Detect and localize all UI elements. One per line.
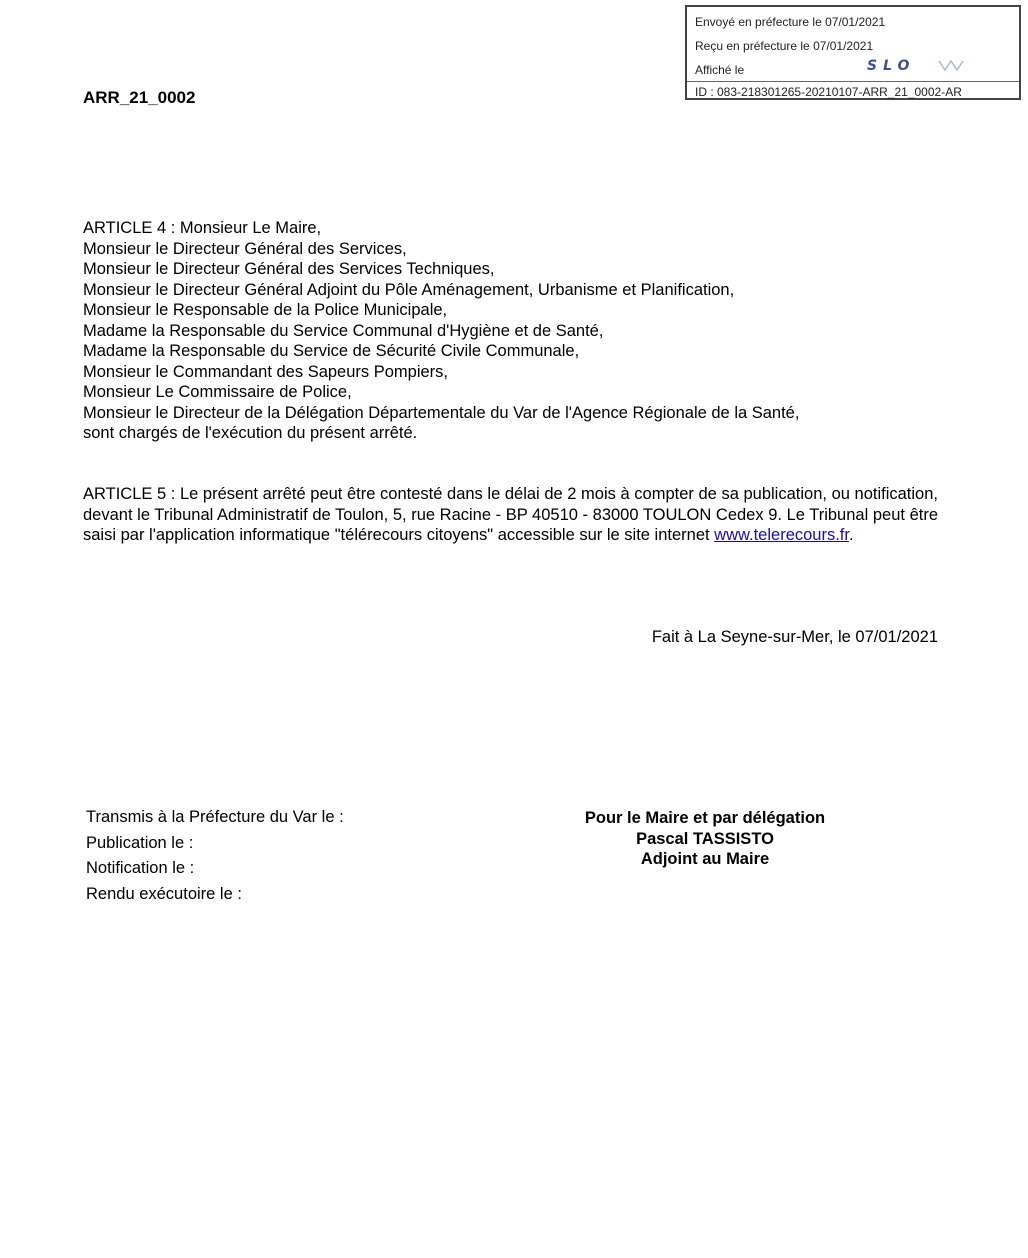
slow-logo-icon (863, 57, 973, 73)
stamp-id: ID : 083-218301265-20210107-ARR_21_0002-AR (695, 85, 962, 99)
article-4-line: Monsieur le Directeur Général des Services Techniques, (83, 260, 495, 278)
article-4 (83, 218, 799, 444)
article-5-text: ARTICLE 5 : Le présent arrêté peut être contesté dans le délai de 2 mois à compter de sa publication, ou notification, devant le Tribunal Administratif de Toulon, 5, rue Racine - BP 40510 - 83000 TOULON Cedex 9. Le Tribunal peut être saisi par l'application informatique "télérecours citoyens" accessible sur le site internet (83, 485, 938, 544)
article-5-end: . (848, 526, 854, 544)
article-4-line: Monsieur le Commandant des Sapeurs Pompiers, (83, 362, 449, 381)
article-4-line: Madame la Responsable du Service Communal d'Hygiène et de Santé, (83, 321, 604, 340)
stamp-posted: Affiché le (695, 63, 745, 77)
signatory-name: Pascal TASSISTO (636, 829, 774, 848)
stamp-divider (687, 81, 1019, 82)
svg-text:SLO: SLO (867, 58, 916, 73)
stamp-sent: Envoyé en préfecture le 07/01/2021 (695, 15, 886, 29)
article-4-line: Monsieur le Responsable de la Police Municipale, (83, 301, 448, 319)
article-4-line: sont chargés de l'exécution du présent arrêté. (83, 424, 418, 442)
signatory-title: Adjoint au Maire (640, 850, 770, 868)
signature-delegation: Pour le Maire et par délégation (584, 809, 826, 827)
article-4-line: Monsieur Le Commissaire de Police, (83, 383, 352, 401)
prefecture-stamp (685, 5, 1021, 100)
article-5 (83, 484, 938, 546)
article-4-line: Madame la Responsable du Service de Sécurité Civile Communale, (83, 342, 580, 360)
place-and-date: Fait à La Seyne-sur-Mer, le 07/01/2021 (651, 628, 938, 646)
article-4-line: ARTICLE 4 : Monsieur Le Maire, (83, 219, 322, 237)
telerecours-link[interactable]: www.telerecours.fr (714, 526, 849, 544)
transmission-line: Publication le : (86, 833, 194, 852)
transmission-line: Notification le : (86, 859, 195, 877)
article-4-line: Monsieur le Directeur Général Adjoint du Pôle Aménagement, Urbanisme et Planification, (83, 280, 735, 299)
article-4-line: Monsieur le Directeur de la Délégation Départementale du Var de l'Agence Régionale de la Santé, (83, 403, 800, 422)
reference-number: ARR_21_0002 (83, 88, 196, 107)
transmission-block (86, 808, 344, 910)
transmission-line: Rendu exécutoire le : (86, 884, 242, 903)
transmission-line: Transmis à la Préfecture du Var le : (86, 808, 344, 826)
article-4-line: Monsieur le Directeur Général des Services, (83, 239, 407, 258)
signature-block (555, 808, 855, 870)
stamp-received: Reçu en préfecture le 07/01/2021 (695, 39, 874, 53)
